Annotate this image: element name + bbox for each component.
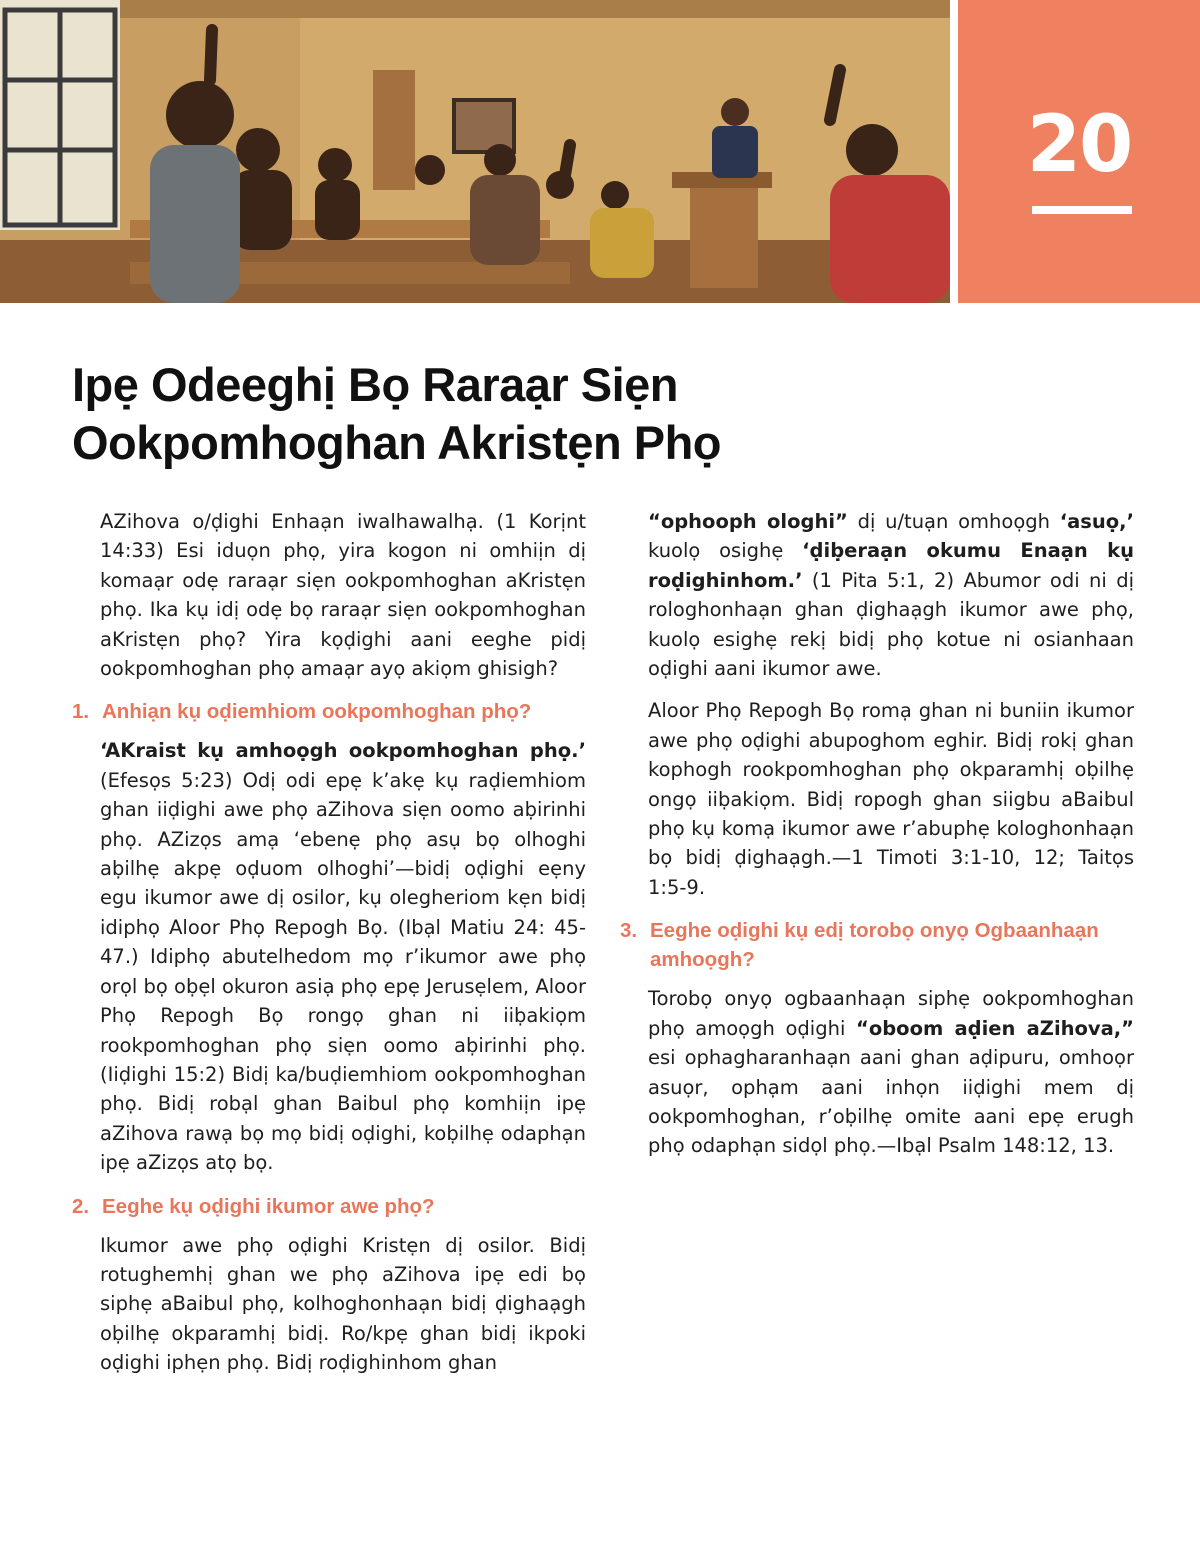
- congregation-meeting-illustration: [0, 0, 950, 303]
- answer-text: (1 Pita 5:1, 2) Abumor odi ni dị rologhonhaạn ghan ḍighaạgh ikumor awe phọ, kuolọ esighẹ rekị bidị phọ kotue ni osianhaan oḍighi aani ikumor awe.: [648, 568, 1134, 681]
- question-number: 2.: [72, 1194, 90, 1218]
- lesson-number-tile: [958, 0, 1200, 303]
- page-title: [72, 356, 1072, 472]
- answer-text: dị u/tuạn omhoọgh: [847, 510, 1060, 533]
- question-text: Eeghe kụ oḍighi ikumor awe phọ?: [102, 1194, 435, 1218]
- answer-text: (Efesọs 5:23) Odị odi epẹ k’akẹ kụ raḍiemhiom ghan iiḍighi awe phọ aZihova siẹn oomo aḅirinhi phọ. AZizọs amạ ‘ebenẹ phọ asụ bọ olhoghi aḅilhẹ akpẹ oḍuom olhoghi’—bidị oḍighi eẹny egu ikumor awe dị osilor, kụ olegheriom kẹn bidị idiphọ Aloor Phọ Repogh Bọ. (Ibạl Matiu 24: 45-47.) Idiphọ abutelhedom mọ r’ikumor awe phọ orọl bọ oḅẹl okuron asiạ phọ epẹ Jerusẹlem, Aloor Phọ Repogh Bọ rongọ ghan ni iiḅakiọm rookpomhoghan phọ siẹn oomo aḅirinhi phọ. (Iiḍighi 15:2) Bidị ka/buḍiemhiom ookpomhoghan phọ. Bidị robạl ghan Baibul phọ komhiịn ipẹ aZihova rawạ bọ mọ bidị oḍighi, koḅilhẹ odaphạn ipẹ aZizọs atọ bọ.: [100, 768, 586, 1175]
- question-number: 3.: [620, 919, 638, 943]
- scripture-quote: ‘ḍiḅeraạn okumu Enaạn kụ roḍighinhom.’: [648, 539, 1135, 592]
- answer-text: Ikumor awe phọ oḍighi Kristẹn dị osilor. Bidị rotughemhị ghan we phọ aZihova ipẹ edi bọ siphẹ aBaibul phọ, kolhoghonhaạn bidị ḍighaạgh oḅilhẹ okparamhị bidị. Ro/kpẹ ghan bidị ikpoki oḍighi iphẹn phọ. Bidị roḍighinhom ghan: [100, 1233, 586, 1375]
- scripture-quote: “ophooph ologhi”: [648, 510, 848, 533]
- scripture-quote: “oboom aḍien aZihova,”: [856, 1016, 1134, 1040]
- intro-paragraph: AZihova o/ḍighi Enhaạn iwalhawalhạ. (1 Korịnt 14:33) Esi iduọn phọ, yira kogon ni omhiịn dị komaạr odẹ raraạr siẹn ookpomhoghan aKristẹn phọ. Ika kụ idị odẹ bọ raraạr siẹn ookpomhoghan aKristẹn phọ? Yira kọḍighi aani eeghe pidị ookpomhoghan phọ amaạr ayọ akiọm ghisigh?: [100, 510, 586, 681]
- answer-2-paragraph: [72, 1231, 586, 1378]
- scripture-quote: ‘asuọ,’: [1059, 510, 1135, 533]
- scripture-quote: ‘AKraist kụ amhoọgh ookpomhoghan phọ.’: [100, 739, 586, 763]
- right-column: [620, 507, 1134, 1174]
- question-number: 1.: [72, 700, 90, 724]
- answer-3-paragraph: [620, 984, 1134, 1160]
- answer-1-paragraph: [72, 736, 586, 1177]
- answer-text: Torobọ onyọ ogbaanhaạn siphẹ ookpomhoghan phọ amoọgh oḍighi: [648, 987, 1134, 1040]
- answer-text: kuolọ osighẹ: [648, 539, 803, 563]
- question-2: [72, 1192, 586, 1221]
- header-photo: [0, 0, 950, 303]
- lesson-number: 20: [1026, 100, 1132, 190]
- question-3: [620, 916, 1134, 974]
- answer-2-paragraph-2: Aloor Phọ Repogh Bọ romạ ghan ni buniin ikumor awe phọ oḍighi abupoghom eghir. Bidị rokị ghan kophogh rookpomhoghan phọ okparamhị oḅilhẹ ongọ iiḅakiọm. Bidị ropogh ghan siigbu aBaibul phọ kụ komạ ikumor awe r’abuphẹ kologhonhaạn bọ bidị ḍighaạgh.—1 Timoti 3:1-10, 12; Taitọs 1:5-9.: [648, 699, 1134, 899]
- page-title-line-1: Ipẹ Odeeghị Bọ Raraạr Siẹn: [72, 358, 679, 411]
- left-column: [72, 507, 586, 1391]
- page-title-line-2: Ookpomhoghan Akristẹn Phọ: [72, 416, 722, 469]
- question-text: Eeghe oḍighi kụ edị torobọ onyọ Ogbaanhaạn amhoọgh?: [650, 919, 1099, 972]
- question-text: Anhiạn kụ oḍiemhiom ookpomhoghan phọ?: [102, 700, 532, 724]
- answer-2-continued: [620, 507, 1134, 683]
- answer-text: esi ophagharanhaạn aani ghan aḍipuru, omhoọr asuọr, ophạm aani inhọn iiḍighi mem dị ookpomhoghan, r’oḅilhẹ omite aani epẹ erugh phọ odaphạn sidọl phọ.—Ibạl Psalm 148:12, 13.: [648, 1046, 1134, 1158]
- lesson-number-underline: [1032, 206, 1132, 214]
- question-1: [72, 697, 586, 726]
